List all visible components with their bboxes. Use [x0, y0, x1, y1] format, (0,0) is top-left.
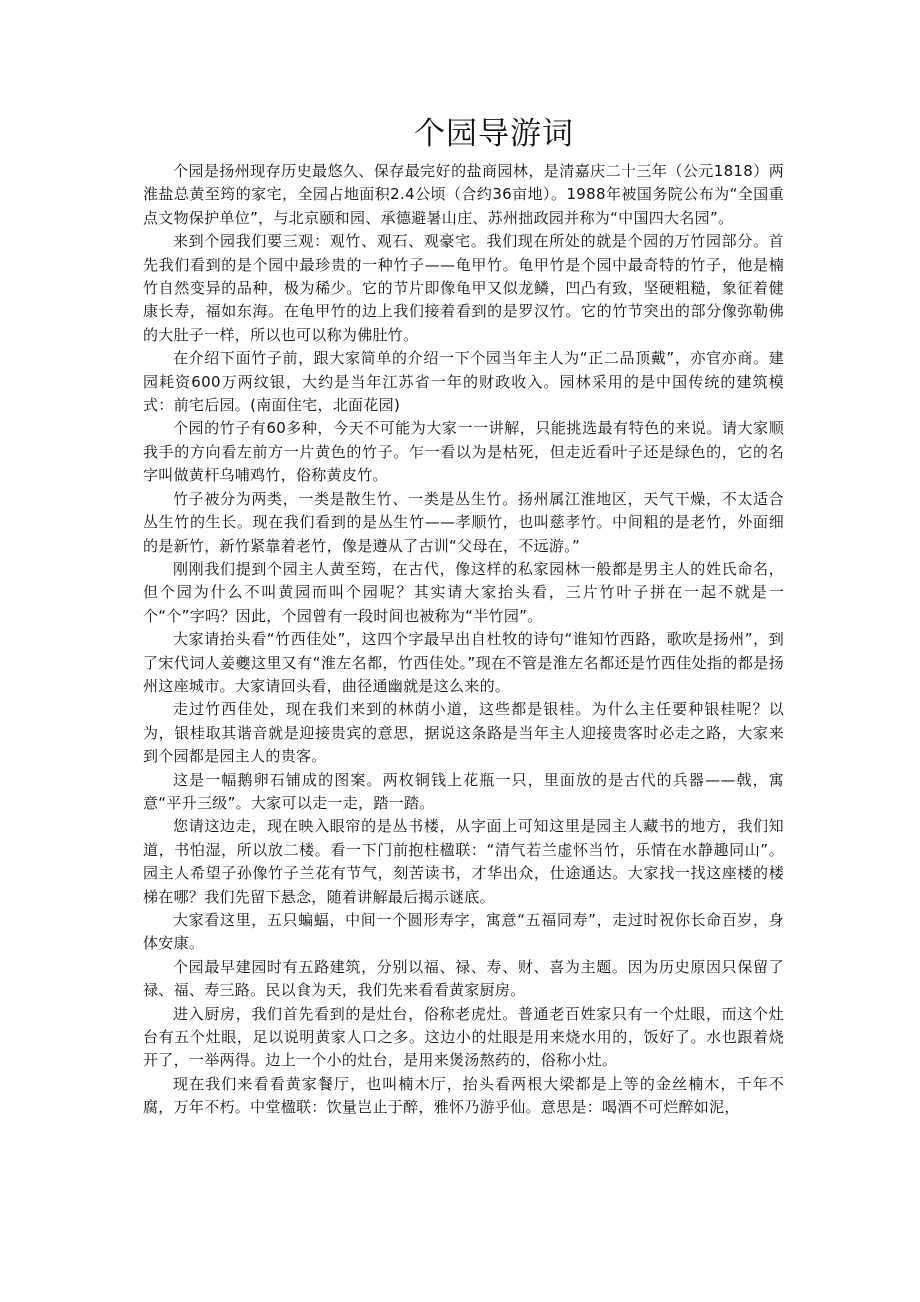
paragraph: 个园最早建园时有五路建筑，分别以福、禄、寿、财、喜为主题。因为历史原因只保留了禄、福、寿三路。民以食为天，我们先来看看黄家厨房。: [143, 957, 784, 1000]
paragraph: 来到个园我们要三观：观竹、观石、观豪宅。我们现在所处的就是个园的万竹园部分。首先我们看到的是个园中最珍贵的一种竹子——龟甲竹。龟甲竹是个园中最奇特的竹子，他是楠竹自然变异的品种，极为稀少。它的节片即像龟甲又似龙鳞，凹凸有致，坚硬粗糙，象征着健康长寿，福如东海。在龟甲竹的边上我们接着看到的是罗汉竹。它的竹节突出的部分像弥勒佛的大肚子一样，所以也可以称为佛肚竹。: [143, 232, 784, 344]
paragraph: 在介绍下面竹子前，跟大家简单的介绍一下个园当年主人为“正二品顶戴”，亦官亦商。建园耗资600万两纹银，大约是当年江苏省一年的财政收入。园林采用的是中国传统的建筑模式：前宅后园。(南面住宅，北面花园): [143, 349, 784, 415]
paragraph: 进入厨房，我们首先看到的是灶台，俗称老虎灶。普通老百姓家只有一个灶眼，而这个灶台有五个灶眼，足以说明黄家人口之多。这边小的灶眼是用来烧水用的，饭好了。水也跟着烧开了，一举两得。边上一个小的灶台，是用来煲汤熬药的，俗称小灶。: [143, 1004, 784, 1070]
paragraph: 个园的竹子有60多种，今天不可能为大家一一讲解，只能挑选最有特色的来说。请大家顺我手的方向看左前方一片黄色的竹子。乍一看以为是枯死，但走近看叶子还是绿色的，它的名字叫做黄杆乌哺鸡竹，俗称黄皮竹。: [143, 419, 784, 485]
paragraph: 您请这边走，现在映入眼帘的是丛书楼，从字面上可知这里是园主人藏书的地方，我们知道，书怕湿，所以放二楼。看一下门前抱柱楹联：“清气若兰虚怀当竹，乐情在水静趣同山”。园主人希望子孙像竹子兰花有节气，刻苦读书，才华出众，仕途通达。大家找一找这座楼的楼梯在哪？我们先留下悬念，随着讲解最后揭示谜底。: [143, 817, 784, 906]
paragraph: 现在我们来看看黄家餐厅，也叫楠木厅，抬头看两根大梁都是上等的金丝楠木，千年不腐，万年不朽。中堂楹联：饮量岂止于醉，雅怀乃游乎仙。意思是：喝酒不可烂醉如泥，: [143, 1074, 784, 1117]
paragraph: 个园是扬州现存历史最悠久、保存最完好的盐商园林，是清嘉庆二十三年（公元1818）两淮盐总黄至筠的家宅，全园占地面积2.4公顷（合约36亩地）。1988年被国务院公布为“全国重点文物保护单位”，与北京颐和园、承德避暑山庄、苏州拙政园并称为“中国四大名园”。: [143, 162, 784, 227]
paragraph: 大家看这里，五只蝙蝠，中间一个圆形寿字，寓意“五福同寿”，走过时祝你长命百岁，身体安康。: [143, 911, 784, 953]
document-body: [143, 160, 784, 1120]
document-title: 个园导游词: [414, 116, 574, 152]
paragraph: 竹子被分为两类，一类是散生竹、一类是丛生竹。扬州属江淮地区，天气干燥，不太适合丛生竹的生长。现在我们看到的是丛生竹——孝顺竹，也叫慈孝竹。中间粗的是老竹，外面细的是新竹，新竹紧靠着老竹，像是遵从了古训“父母在，不远游。”: [143, 489, 784, 555]
paragraph: 大家请抬头看“竹西佳处”，这四个字最早出自杜牧的诗句“谁知竹西路，歌吹是扬州”，到了宋代词人姜夔这里又有“淮左名都，竹西佳处。”现在不管是淮左名都还是竹西佳处指的都是扬州这座城市。大家请回头看，曲径通幽就是这么来的。: [143, 630, 784, 695]
paragraph: 走过竹西佳处，现在我们来到的林荫小道，这些都是银桂。为什么主任要种银桂呢？以为，银桂取其谐音就是迎接贵宾的意思，据说这条路是当年主人迎接贵客时必走之路，大家来到个园都是园主人的贵客。: [143, 700, 784, 766]
paragraph: 刚刚我们提到个园主人黄至筠，在古代，像这样的私家园林一般都是男主人的姓氏命名，但个园为什么不叫黄园而叫个园呢？其实请大家抬头看，三片竹叶子拼在一起不就是一个“个”字吗？因此，个园曾有一段时间也被称为“半竹园”。: [143, 559, 784, 625]
paragraph: 这是一幅鹅卵石铺成的图案。两枚铜钱上花瓶一只，里面放的是古代的兵器——戟，寓意“平升三级”。大家可以走一走，踏一踏。: [143, 770, 784, 812]
